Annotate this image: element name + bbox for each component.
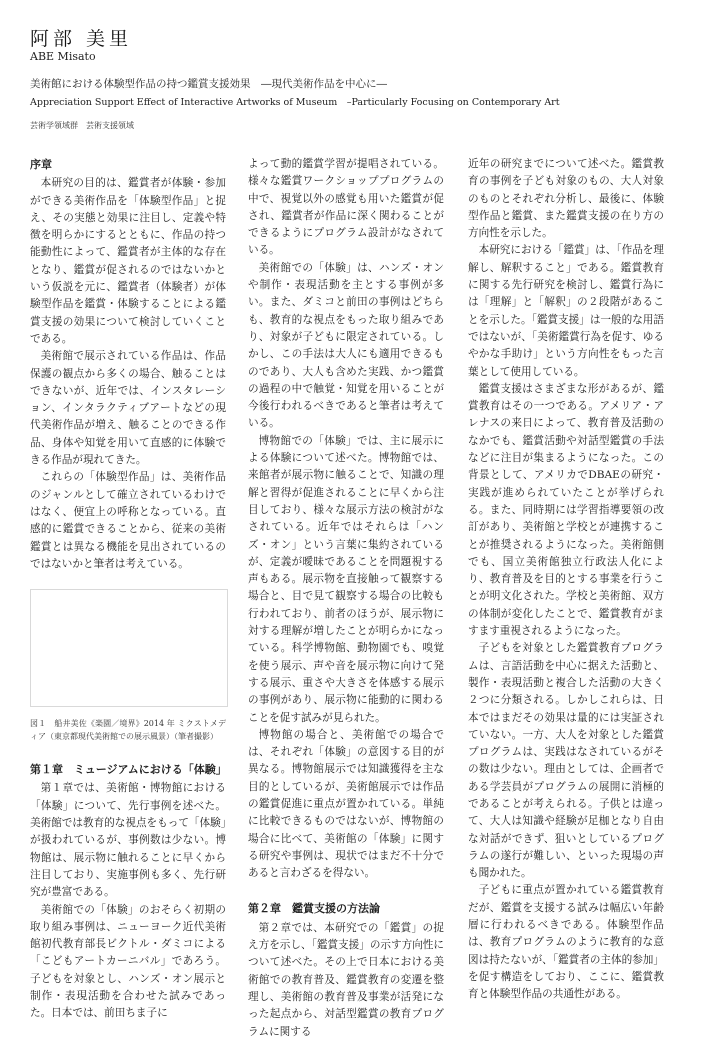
paragraph: 美術館で展示されている作品は、作品保護の観点から多くの場合、触ることはできないが、近年では、インスタレーション、インタラクティブアートなどの現代美術作品が増え、触ることのできる作品、身体や知覚を用いて直感的に体験できる作品が現れてきた。 [30,350,226,467]
paragraph: 本研究における「鑑賞」は、「作品を理解し、解釈すること」である。鑑賞教育に関する先行研究を検討し、鑑賞行為には「理解」と「解釈」の２段階があることを示した。「鑑賞支援」は一般的な用語ではないが、「美術鑑賞行為を促す、ゆるやかな手助け」という方向性をもった言葉として使用している。 [468,244,664,378]
paragraph: 第１章では、美術館・博物館における「体験」について、先行事例を述べた。美術館では教育的な視点をもって「体験」が扱われているが、事例数は少ない。博物館は、展示物に触れることに早くから注目しており、実施事例も多く、先行研究が豊富である。 [30,782,226,899]
paragraph: 子どもに重点が置かれている鑑賞教育だが、鑑賞を支援する試みは幅広い年齢層に行われるべきである。体験型作品は、教育プログラムのように教育的な意図は持たないが、「鑑賞者の主体的参加」を促す構造をしており、ここに、鑑賞教育と体験型作品の共通性がある。 [468,884,664,1001]
text-column-1 [30,156,226,1023]
section-heading-intro: 序章 [30,158,52,171]
research-field: 芸術学領域群 芸術支援領域 [30,121,134,130]
paper-title-ja: 美術館における体験型作品の持つ鑑賞支援効果 ―現代美術作品を中心に― [30,78,387,90]
section-heading-chapter-2: 第２章 鑑賞支援の方法論 [248,902,380,916]
author-name-ja: 阿部 美里 [30,28,133,50]
paragraph: 博物館の場合と、美術館での場合では、それぞれ「体験」の意図する目的が異なる。博物館展示では知識獲得を主な目的としているが、美術館展示では作品の鑑賞促進に重点が置かれている。単純に比較できるものではないが、博物館の場合に比べて、美術館の「体験」に関する研究や事例は、現状ではまだ不十分であると言わざるを得ない。 [248,728,444,880]
paragraph: 美術館での「体験」は、ハンズ・オンや制作・表現活動を主とする事例が多い。また、ダミコと前田の事例はどちらも、教育的な視点をもった取り組みであり、対象が子どもに限定されている。しかし、この手法は大人にも適用できるものであり、大人も含めた実践、かつ鑑賞の過程の中で触覚・知覚を用いることが今後行われるべきであると筆者は考えている。 [248,261,444,430]
paragraph: 近年の研究までについて述べた。鑑賞教育の事例を子ども対象のもの、大人対象のものとそれぞれ分析し、最後に、体験型作品と鑑賞、また鑑賞支援の在り方の方向性を示した。 [468,158,664,240]
paragraph: よって動的鑑賞学習が提唱されている。様々な鑑賞ワークショッププログラムの中で、視覚以外の感覚も用いた鑑賞が促され、鑑賞者が作品に深く関わることができるようにプログラム設計がなされている。 [248,158,444,257]
text-column-2 [248,156,444,1041]
paragraph: 美術館での「体験」のおそらく初期の取り組み事例は、ニューヨーク近代美術館初代教育部長ビクトル・ダミコによる「こどもアートカーニバル」であろう。子どもを対象とし、ハンズ・オン展示と制作・表現活動を合わせた試みであった。日本では、前田ちま子に [30,903,226,1020]
paragraph: 子どもを対象とした鑑賞教育プログラムは、言語活動を中心に据えた活動と、製作・表現活動と複合した活動の大きく２つに分類される。しかしこれらは、日本ではまだその効果は量的には実証されていない。一方、大人を対象とした鑑賞プログラムは、実践はなされているがその数は少ない。理由としては、企画者である学芸員がプログラムの展開に消極的であることが考えられる。子供とは違って、大人は知識や経験が足枷となり自由な対話ができず、狙いとしているプログラムの遂行が難しい、といった現場の声も聞かれた。 [468,642,664,880]
paragraph: これらの「体験型作品」は、美術作品のジャンルとして確立されているわけではなく、便宜上の呼称となっている。直感的に鑑賞できることから、従来の美術鑑賞とは異なる機能を見出されているのではないかと筆者は考えている。 [30,471,226,570]
author-name-en: ABE Misato [30,50,96,63]
section-heading-chapter-1: 第１章 ミュージアムにおける「体験」 [30,763,227,777]
paragraph: 博物館での「体験」では、主に展示による体験について述べた。博物館では、来館者が展示物に触ることで、知識の理解と習得が促進されることに早くから注目しており、様々な展示方法の検討がなされている。近年ではそれらは「ハンズ・オン」という言葉に集約されているが、定義が曖昧であることを問題視する声もある。展示物を直接触って観察する場合と、目で見て観察する場合の比較も行われており、前者のほうが、展示物に対する理解が増したことが明らかになっている。科学博物館、動物園でも、嗅覚を使う展示、声や音を展示物に向けて発する展示、重さや大きさを体感する展示の事例があり、展示物に能動的に関わることを促す試みが見られた。 [248,434,444,724]
figure-1-image [30,589,228,707]
paragraph: 第２章では、本研究での「鑑賞」の捉え方を示し、「鑑賞支援」の示す方向性について述べた。その上で日本における美術館での教育普及、鑑賞教育の変遷を整理し、美術館の教育普及事業が活発になった起点から、対話型鑑賞の教育プログラムに関する [248,921,444,1038]
paragraph: 本研究の目的は、鑑賞者が体験・参加ができる美術作品を「体験型作品」と捉え、その実態と効果に注目し、定義や特徴を明らかにするとともに、作品の持つ能動性によって、鑑賞者が主体的な存在となり、鑑賞が促されるのではないかという仮説を元に、鑑賞者（体験者）が体験型作品を鑑賞・体験することによる鑑賞支援の効果について検討していくことである。 [30,177,226,345]
text-column-3 [468,156,664,1004]
paper-title-en: Appreciation Support Effect of Interactive Artworks of Museum –Particularly Focusing on Contemporary Art [30,97,560,108]
paragraph: 鑑賞支援はさまざまな形があるが、鑑賞教育はその一つである。アメリア・アレナスの来日によって、教育普及活動のなかでも、鑑賞活動や対話型鑑賞の手法などに注目が集まるようになった。この背景として、アメリカでDBAEの研究・実践が進められていたことが挙げられる。また、同時期には学習指導要領の改訂があり、美術館と学校とが連携することが推奨されるようになった。美術館側でも、国立美術館独立行政法人化により、教育普及を目的とする事業を行うことが明文化された。学校と美術館、双方の体制が変化したことで、鑑賞教育がますます重視されるようになった。 [468,382,664,638]
figure-1-caption: 図１ 船井美佐《楽園／境界》2014 年 ミクストメディア（東京都現代美術館での展示風景）（筆者撮影） [30,719,226,742]
